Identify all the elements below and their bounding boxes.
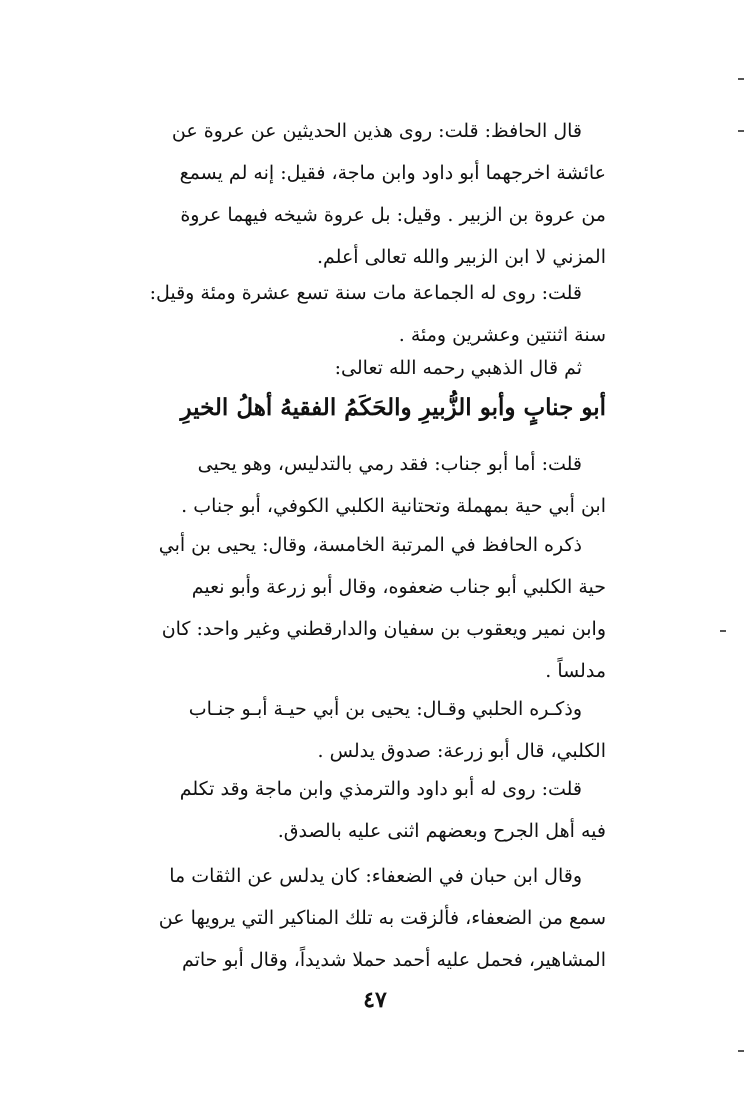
paragraph-hafiz-note	[130, 110, 606, 278]
text-line: ثم قال الذهبي رحمه الله تعالى:	[334, 357, 582, 379]
text-line: قلت: روى له الجماعة مات سنة تسع عشرة ومئة وقيل:	[149, 282, 582, 304]
paragraph-halabi	[130, 688, 606, 772]
text-line: ذكره الحافظ في المرتبة الخامسة، وقال: يحيى بن أبي	[158, 534, 582, 556]
text-line: المشاهير، فحمل عليه أحمد حملا شديداً، وقال أبو حاتم	[181, 949, 606, 971]
text-line: ابن أبي حية بمهملة وتحتانية الكلبي الكوفي، أبو جناب .	[181, 495, 606, 517]
text-line: سمع من الضعفاء، فألزقت به تلك المناكير التي يرويها عن	[158, 907, 606, 929]
margin-mark	[738, 130, 744, 132]
text-line: مدلساً .	[545, 660, 606, 682]
text-line: قلت: أما أبو جناب: فقد رمي بالتدليس، وهو يحيى	[197, 453, 582, 475]
text-line: الكلبي، قال أبو زرعة: صدوق يدلس .	[317, 740, 606, 762]
paragraph-ibn-hibban	[130, 855, 606, 981]
text-line: قلت: روى له أبو داود والترمذي وابن ماجة وقد تكلم	[179, 778, 582, 800]
paragraph-death-date	[130, 272, 606, 356]
text-line: سنة اثنتين وعشرين ومئة .	[398, 324, 606, 346]
paragraph-abu-jannab	[130, 443, 606, 527]
paragraph-narrators	[130, 768, 606, 852]
text-line: حية الكلبي أبو جناب ضعفوه، وقال أبو زرعة وأبو نعيم	[191, 576, 606, 598]
text-line: وقال ابن حبان في الضعفاء: كان يدلس عن الثقات ما	[169, 865, 582, 887]
text-line: عائشة اخرجهما أبو داود وابن ماجة، فقيل: إنه لم يسمع	[179, 162, 606, 184]
text-line: المزني لا ابن الزبير والله تعالى أعلم.	[317, 246, 606, 268]
text-line: وابن نمير ويعقوب بن سفيان والدارقطني وغير واحد: كان	[161, 618, 606, 640]
verse-heading: أبو جنابٍ وأبو الزُّبيرِ والحَكَمُ الفقيهُ أهلُ الخيرِ	[180, 394, 606, 421]
paragraph-hafiz-rank	[130, 524, 606, 692]
paragraph-dhahabi-intro	[130, 347, 606, 389]
text-line: فيه أهل الجرح وبعضهم اثنى عليه بالصدق.	[277, 820, 606, 842]
text-line: وذكـره الحلبي وقـال: يحيى بن أبي حيـة أبـو جنـاب	[188, 698, 582, 720]
margin-mark	[738, 78, 744, 80]
margin-mark	[720, 630, 726, 632]
text-line: من عروة بن الزبير . وقيل: بل عروة شيخه فيهما عروة	[180, 204, 606, 226]
page-number: ٤٧	[363, 987, 387, 1013]
margin-mark	[738, 1050, 744, 1052]
text-line: قال الحافظ: قلت: روى هذين الحديثين عن عروة عن	[171, 120, 582, 142]
